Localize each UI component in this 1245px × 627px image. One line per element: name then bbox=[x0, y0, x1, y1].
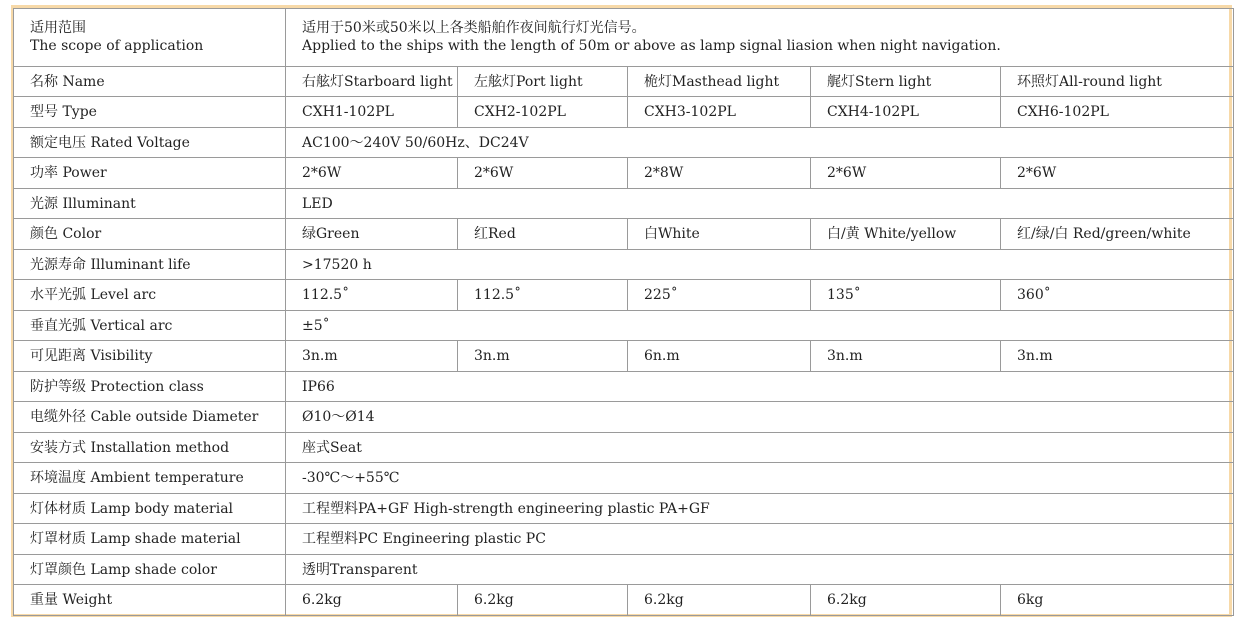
row-label: 重量 Weight bbox=[14, 585, 286, 616]
scope-label-en: The scope of application bbox=[30, 38, 204, 55]
table-row bbox=[14, 585, 1234, 616]
row-cell: 2*6W bbox=[286, 158, 458, 189]
table-row bbox=[14, 371, 1234, 402]
table-row bbox=[14, 310, 1234, 341]
row-cell: CXH6-102PL bbox=[1001, 97, 1234, 128]
row-cell: 6kg bbox=[1001, 585, 1234, 616]
row-cell: 艉灯Stern light bbox=[811, 66, 1001, 97]
row-value: AC100～240V 50/60Hz、DC24V bbox=[286, 127, 1234, 158]
row-cell: 112.5˚ bbox=[458, 280, 628, 311]
row-cell: 左舷灯Port light bbox=[458, 66, 628, 97]
row-label: 可见距离 Visibility bbox=[14, 341, 286, 372]
row-cell: CXH2-102PL bbox=[458, 97, 628, 128]
table-row bbox=[14, 432, 1234, 463]
table-row bbox=[14, 249, 1234, 280]
row-cell: 135˚ bbox=[811, 280, 1001, 311]
row-label: 安装方式 Installation method bbox=[14, 432, 286, 463]
table-row bbox=[14, 463, 1234, 494]
table-row bbox=[14, 493, 1234, 524]
row-cell: 6.2kg bbox=[286, 585, 458, 616]
table-row bbox=[14, 127, 1234, 158]
scope-row bbox=[14, 9, 1234, 67]
row-cell: 3n.m bbox=[286, 341, 458, 372]
row-label: 光源寿命 Illuminant life bbox=[14, 249, 286, 280]
scope-value-cn: 适用于50米或50米以上各类船舶作夜间航行灯光信号。 bbox=[302, 20, 646, 37]
row-label: 灯罩材质 Lamp shade material bbox=[14, 524, 286, 555]
row-cell: 2*8W bbox=[628, 158, 811, 189]
row-label: 名称 Name bbox=[14, 66, 286, 97]
row-label: 功率 Power bbox=[14, 158, 286, 189]
row-label: 颜色 Color bbox=[14, 219, 286, 250]
row-cell: 2*6W bbox=[811, 158, 1001, 189]
row-label: 水平光弧 Level arc bbox=[14, 280, 286, 311]
row-cell: CXH1-102PL bbox=[286, 97, 458, 128]
spec-table-body bbox=[14, 9, 1234, 616]
table-row bbox=[14, 341, 1234, 372]
table-row bbox=[14, 66, 1234, 97]
table-row bbox=[14, 280, 1234, 311]
row-label: 型号 Type bbox=[14, 97, 286, 128]
row-label: 灯体材质 Lamp body material bbox=[14, 493, 286, 524]
row-cell: 红Red bbox=[458, 219, 628, 250]
row-cell: 6.2kg bbox=[458, 585, 628, 616]
row-value: IP66 bbox=[286, 371, 1234, 402]
row-value: 透明Transparent bbox=[286, 554, 1234, 585]
row-cell: 2*6W bbox=[1001, 158, 1234, 189]
row-cell: 3n.m bbox=[458, 341, 628, 372]
row-cell: 225˚ bbox=[628, 280, 811, 311]
row-cell: 右舷灯Starboard light bbox=[286, 66, 458, 97]
row-label: 光源 Illuminant bbox=[14, 188, 286, 219]
table-row bbox=[14, 219, 1234, 250]
row-value: ±5˚ bbox=[286, 310, 1234, 341]
row-label: 额定电压 Rated Voltage bbox=[14, 127, 286, 158]
table-row bbox=[14, 97, 1234, 128]
row-cell: 6.2kg bbox=[628, 585, 811, 616]
table-row bbox=[14, 158, 1234, 189]
row-label: 电缆外径 Cable outside Diameter bbox=[14, 402, 286, 433]
row-cell: 白White bbox=[628, 219, 811, 250]
row-label: 环境温度 Ambient temperature bbox=[14, 463, 286, 494]
row-cell: 绿Green bbox=[286, 219, 458, 250]
table-row bbox=[14, 188, 1234, 219]
row-cell: 环照灯All-round light bbox=[1001, 66, 1234, 97]
table-row bbox=[14, 402, 1234, 433]
row-cell: CXH3-102PL bbox=[628, 97, 811, 128]
row-value: >17520 h bbox=[286, 249, 1234, 280]
row-label: 垂直光弧 Vertical arc bbox=[14, 310, 286, 341]
row-value: 座式Seat bbox=[286, 432, 1234, 463]
row-label: 防护等级 Protection class bbox=[14, 371, 286, 402]
row-cell: 6n.m bbox=[628, 341, 811, 372]
row-cell: CXH4-102PL bbox=[811, 97, 1001, 128]
row-label: 灯罩颜色 Lamp shade color bbox=[14, 554, 286, 585]
table-row bbox=[14, 524, 1234, 555]
scope-value-en: Applied to the ships with the length of 50m or above as lamp signal liasion when night navigation. bbox=[302, 38, 1001, 55]
row-cell: 红/绿/白 Red/green/white bbox=[1001, 219, 1234, 250]
scope-value bbox=[286, 9, 1234, 67]
row-cell: 桅灯Masthead light bbox=[628, 66, 811, 97]
row-cell: 3n.m bbox=[811, 341, 1001, 372]
row-cell: 2*6W bbox=[458, 158, 628, 189]
row-value: LED bbox=[286, 188, 1234, 219]
spec-table bbox=[13, 8, 1234, 616]
row-value: -30℃～+55℃ bbox=[286, 463, 1234, 494]
table-row bbox=[14, 554, 1234, 585]
row-cell: 白/黄 White/yellow bbox=[811, 219, 1001, 250]
row-cell: 360˚ bbox=[1001, 280, 1234, 311]
row-cell: 6.2kg bbox=[811, 585, 1001, 616]
scope-label bbox=[14, 9, 286, 67]
row-value: 工程塑料PC Engineering plastic PC bbox=[286, 524, 1234, 555]
row-cell: 3n.m bbox=[1001, 341, 1234, 372]
scope-label-cn: 适用范围 bbox=[30, 20, 86, 37]
row-cell: 112.5˚ bbox=[286, 280, 458, 311]
row-value: Ø10～Ø14 bbox=[286, 402, 1234, 433]
row-value: 工程塑料PA+GF High-strength engineering plastic PA+GF bbox=[286, 493, 1234, 524]
